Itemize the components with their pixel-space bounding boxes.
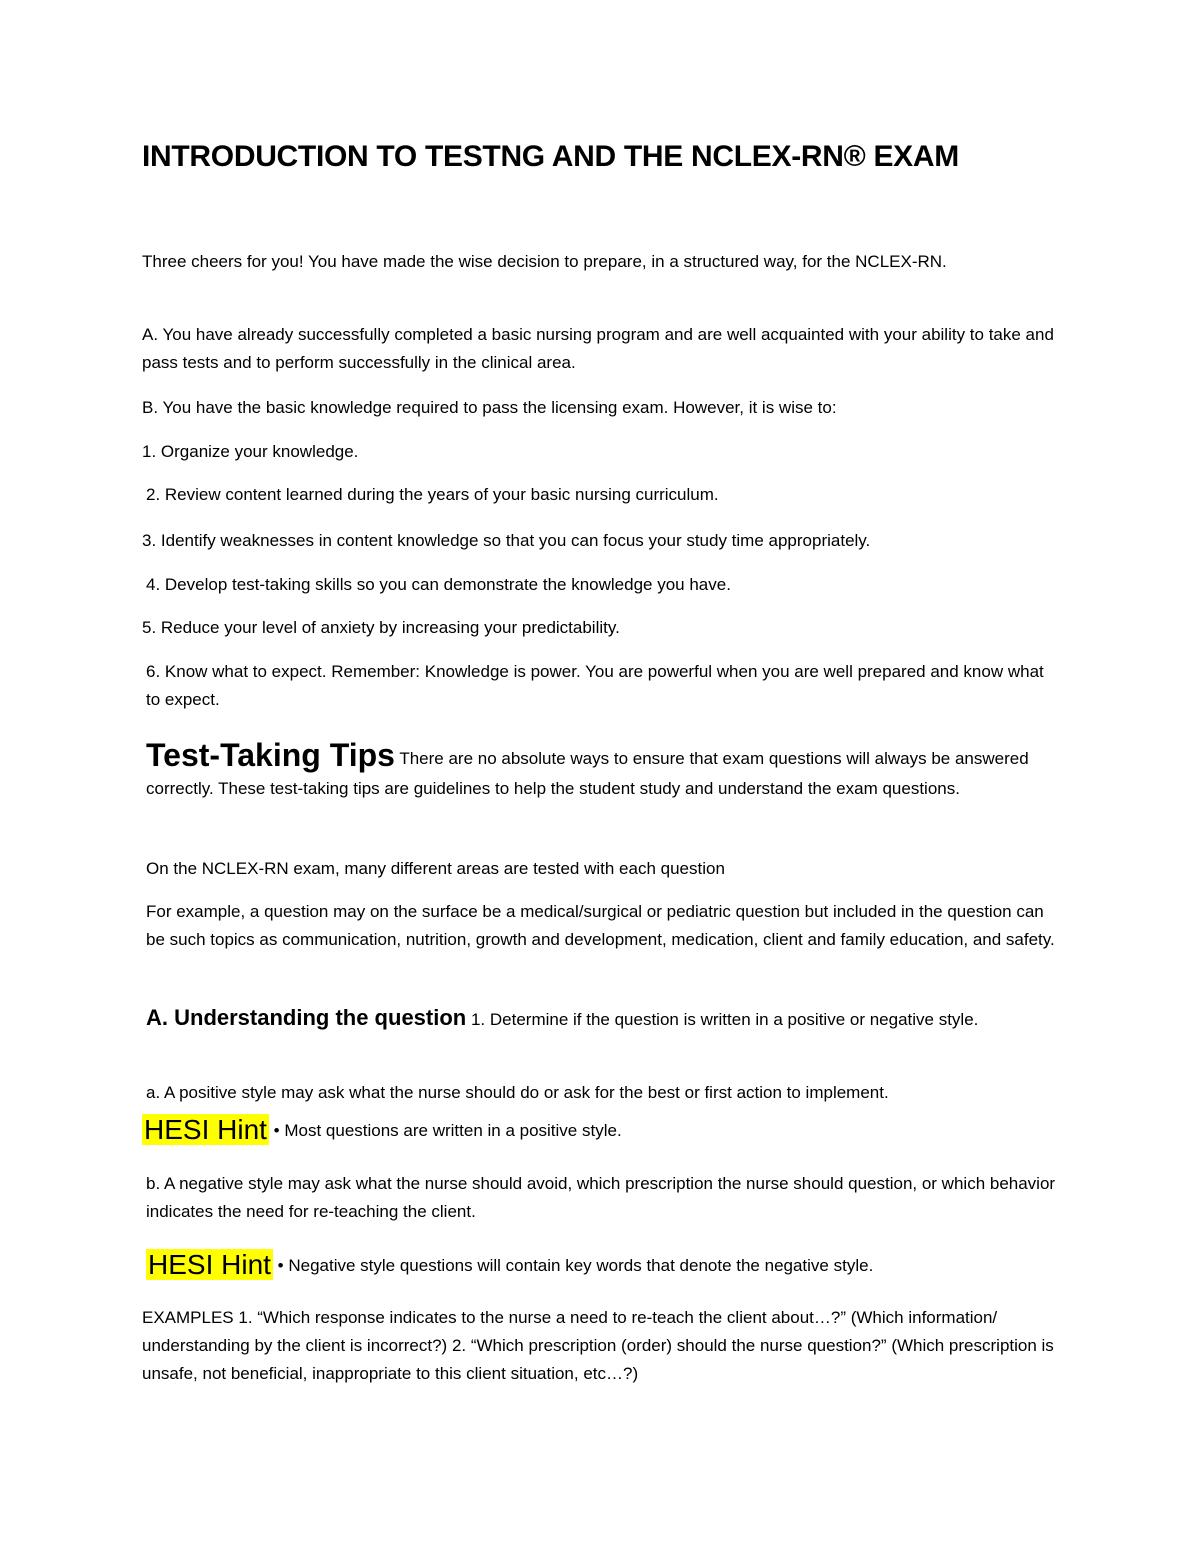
intro-point-a: A. You have already successfully completed a basic nursing program and are well acquainted with your ability to take and pass tests and to perform successfully in the clinical area. — [142, 325, 1054, 372]
hesi-hint-positive — [142, 1116, 1057, 1145]
list-item-1: 1. Organize your knowledge. — [142, 442, 359, 461]
section-heading-test-taking-tips: Test-Taking Tips — [146, 737, 395, 773]
list-item-4: 4. Develop test-taking skills so you can demonstrate the knowledge you have. — [146, 575, 731, 594]
hesi-hint-text: • Most questions are written in a positive style. — [273, 1121, 622, 1140]
page-title: INTRODUCTION TO TESTNG AND THE NCLEX-RN® EXAM — [142, 140, 959, 173]
list-item-2: 2. Review content learned during the years of your basic nursing curriculum. — [146, 485, 719, 504]
intro-cheers-paragraph: Three cheers for you! You have made the wise decision to prepare, in a structured way, for the NCLEX-RN. — [142, 252, 947, 271]
hesi-hint-text: • Negative style questions will contain key words that denote the negative style. — [277, 1256, 874, 1275]
example-paragraph: For example, a question may on the surface be a medical/surgical or pediatric question but included in the question can be such topics as communication, nutrition, growth and development, medication, client and family education, and safety. — [146, 902, 1055, 949]
positive-style-paragraph: a. A positive style may ask what the nurse should do or ask for the best or first action to implement. — [146, 1083, 889, 1102]
test-taking-tips-text: There are no absolute ways to ensure that exam questions will always be answered correctly. These test-taking tips are guidelines to help the student study and understand the exam questions. — [146, 749, 1029, 798]
test-taking-tips-section — [146, 737, 1056, 804]
nclex-areas-paragraph: On the NCLEX-RN exam, many different areas are tested with each question — [146, 859, 725, 878]
negative-style-paragraph: b. A negative style may ask what the nurse should avoid, which prescription the nurse should question, or which behavior indicates the need for re-teaching the client. — [146, 1174, 1056, 1221]
list-item-5: 5. Reduce your level of anxiety by increasing your predictability. — [142, 618, 620, 637]
examples-paragraph: EXAMPLES 1. “Which response indicates to the nurse a need to re-teach the client about…?” (Which information/ understanding by the client is incorrect?) 2. “Which prescription (order) should the nurse question?” (Which prescription is unsafe, not beneficial, inappropriate to this client situation, etc…?) — [142, 1308, 1054, 1383]
intro-point-b: B. You have the basic knowledge required to pass the licensing exam. However, it is wise to: — [142, 398, 837, 417]
section-heading-understanding-question: A. Understanding the question — [146, 1005, 467, 1030]
hesi-hint-label: HESI Hint — [144, 1114, 267, 1145]
understanding-text: 1. Determine if the question is written in a positive or negative style. — [470, 1010, 979, 1029]
list-item-3: 3. Identify weaknesses in content knowledge so that you can focus your study time appropriately. — [142, 531, 871, 550]
hesi-hint-negative — [146, 1251, 1061, 1280]
hesi-hint-label: HESI Hint — [148, 1249, 271, 1280]
list-item-6: 6. Know what to expect. Remember: Knowledge is power. You are powerful when you are well prepared and know what to expect. — [146, 662, 1044, 709]
understanding-section — [146, 1003, 1056, 1035]
